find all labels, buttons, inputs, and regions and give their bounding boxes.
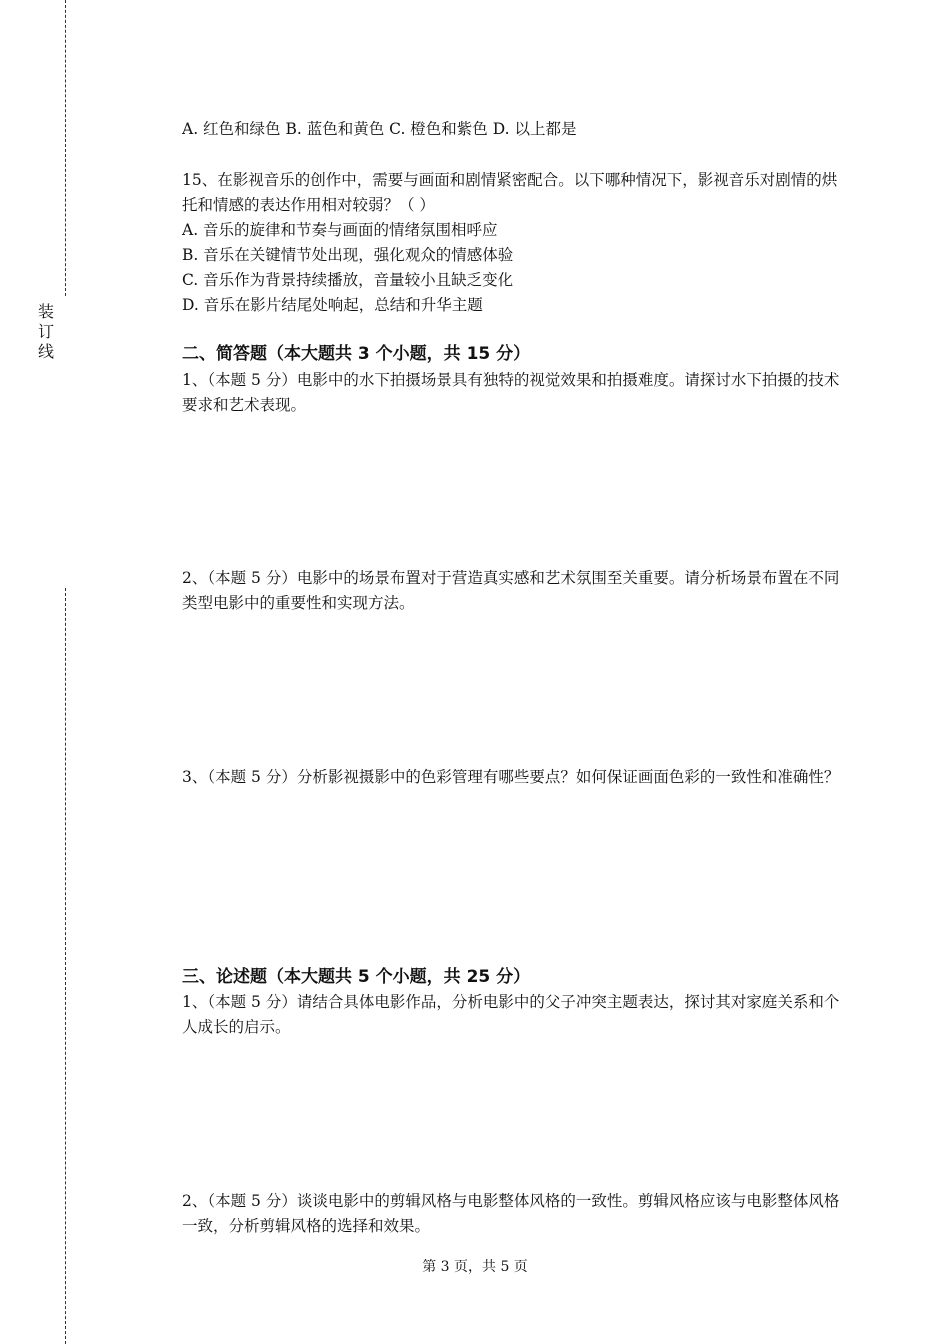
q15-option-b: B. 音乐在关键情节处出现，强化观众的情感体验 — [182, 246, 514, 264]
section3-question-1: 1、（本题 5 分）请结合具体电影作品，分析电影中的父子冲突主题表达，探讨其对家庭关系和个人成长的启示。 — [182, 993, 840, 1036]
binding-label — [37, 302, 55, 362]
binding-dashed-line-bottom — [65, 588, 66, 1344]
binding-label-char: 线 — [37, 342, 54, 361]
binding-dashed-line-top — [65, 0, 66, 296]
binding-label-char: 装 — [37, 302, 54, 321]
section2-question-3: 3、（本题 5 分）分析影视摄影中的色彩管理有哪些要点？如何保证画面色彩的一致性和准确性？ — [182, 768, 840, 786]
section2-question-1: 1、（本题 5 分）电影中的水下拍摄场景具有独特的视觉效果和拍摄难度。请探讨水下拍摄的技术要求和艺术表现。 — [182, 371, 840, 414]
q15-option-a: A. 音乐的旋律和节奏与画面的情绪氛围相呼应 — [182, 221, 498, 239]
section3-heading: 三、论述题（本大题共 5 个小题，共 25 分） — [182, 967, 531, 987]
q14-options: A. 红色和绿色 B. 蓝色和黄色 C. 橙色和紫色 D. 以上都是 — [182, 120, 577, 138]
q15-stem: 15、在影视音乐的创作中，需要与画面和剧情紧密配合。以下哪种情况下，影视音乐对剧情的烘托和情感的表达作用相对较弱？（ ） — [182, 171, 838, 214]
q15-option-d: D. 音乐在影片结尾处响起，总结和升华主题 — [182, 296, 483, 314]
q15-option-c: C. 音乐作为背景持续播放，音量较小且缺乏变化 — [182, 271, 514, 289]
section2-question-2: 2、（本题 5 分）电影中的场景布置对于营造真实感和艺术氛围至关重要。请分析场景布置在不同类型电影中的重要性和实现方法。 — [182, 569, 840, 612]
binding-label-char: 订 — [37, 322, 54, 341]
section2-heading: 二、简答题（本大题共 3 个小题，共 15 分） — [182, 344, 531, 364]
section3-question-2: 2、（本题 5 分）谈谈电影中的剪辑风格与电影整体风格的一致性。剪辑风格应该与电影整体风格一致，分析剪辑风格的选择和效果。 — [182, 1192, 840, 1235]
page-footer: 第 3 页，共 5 页 — [422, 1259, 528, 1275]
